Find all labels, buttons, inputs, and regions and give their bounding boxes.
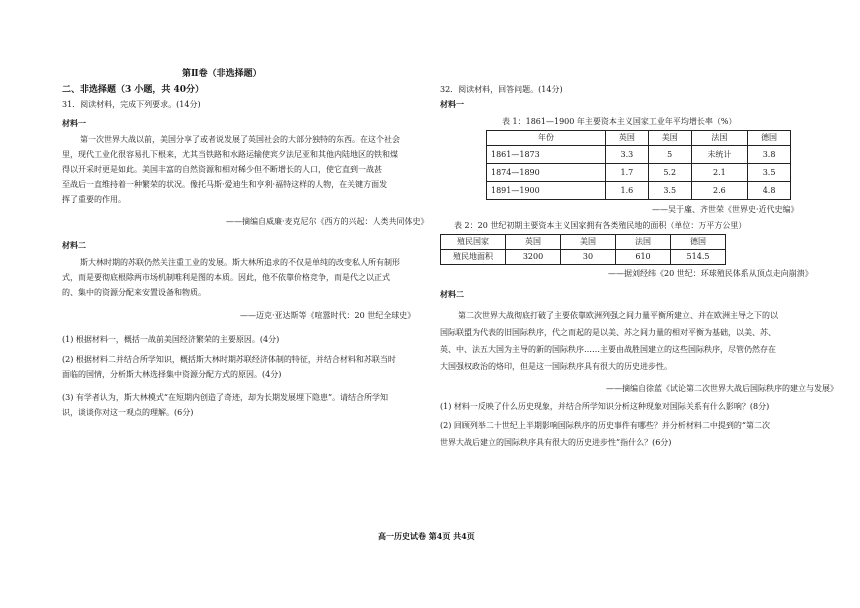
table-header-cell: 德国: [748, 131, 791, 146]
volume-title: 第Ⅱ卷（非选择题）: [182, 69, 262, 79]
table-cell: 3.5: [748, 164, 791, 182]
question-32-1: (1) 材料一反映了什么历史现象，并结合所学知识分析这种现象对国际关系有什么影响？(8分): [440, 402, 770, 411]
material-2-label: 材料二: [440, 289, 464, 299]
table-header-cell: 美国: [561, 235, 616, 250]
section-title: 二、非选择题（3 小题，共 40分）: [62, 85, 205, 95]
table-cell: 610: [616, 250, 671, 265]
table-row: [487, 164, 791, 182]
table-header-cell: 美国: [648, 131, 691, 146]
material-2-line: 英、中、法五大国为主导的新的国际秩序……主要由战胜国建立的这些国际秩序，尽管仍然存在: [440, 345, 776, 354]
table-row: [487, 146, 791, 164]
question-31-3-line: 识，谈谈你对这一观点的理解。(6分): [62, 408, 194, 417]
table-2-source: ——据刘经纬《20 世纪：环球殖民体系从顶点走向崩溃》: [608, 269, 813, 278]
table-cell: 3.3: [606, 146, 649, 164]
table-cell: 5.2: [648, 164, 691, 182]
material-1-label: 材料一: [440, 99, 464, 109]
table-cell: 3.5: [648, 182, 691, 200]
table-header-row: [441, 235, 726, 250]
table-row: [441, 250, 726, 265]
table-cell: 1874—1890: [487, 164, 606, 182]
question-32-intro: 32．阅读材料，回答问题。(14分): [440, 85, 563, 94]
material-2-source: ——迈克·亚达斯等《喧嚣时代：20 世纪全球史》: [240, 311, 416, 320]
material-2-line: 大国强权政治的烙印，但是这一国际秩序具有很大的历史进步性。: [440, 362, 672, 371]
table-cell: 1.7: [606, 164, 649, 182]
question-31-2-line: (2) 根据材料二并结合所学知识，概括斯大林时期苏联经济体制的特征，并结合材料和苏联当时: [62, 355, 396, 364]
table-header-row: [487, 131, 791, 146]
material-2-line: 的、集中的资源分配来安置设备和物质。: [62, 288, 206, 297]
material-1-line: 挥了重要的作用。: [62, 195, 126, 204]
material-1-label: 材料一: [62, 118, 86, 128]
question-32-2-line: 世界大战后建立的国际秩序具有很大的历史进步性”指什么？(6分): [440, 438, 672, 447]
table-cell: 1861—1873: [487, 146, 606, 164]
table-header-cell: 殖民国家: [441, 235, 506, 250]
table-cell: 1891—1900: [487, 182, 606, 200]
material-1-line: 里，现代工业化很容易扎下根来，尤其当铁路和水路运输使宾夕法尼亚和其他内陆地区的铁和煤: [62, 150, 398, 159]
table-cell: 1.6: [606, 182, 649, 200]
table-row: [487, 182, 791, 200]
question-31-1: (1) 根据材料一，概括一战前美国经济繁荣的主要原因。(4分): [62, 335, 280, 344]
table-1: [486, 130, 791, 200]
material-2-line: 国际联盟为代表的旧国际秩序，代之而起的是以美、苏之间力量的相对平衡为基础，以美、苏、: [440, 328, 776, 337]
material-2-label: 材料二: [62, 240, 86, 250]
table-1-title: 表 1：1861—1900 年主要资本主义国家工业年平均增长率（%）: [502, 117, 737, 126]
material-2-line: 式，而是要彻底根除两市场机制唯利是图的本质。因此，他不依靠价格竞争，而是代之以正式: [62, 273, 390, 282]
table-header-cell: 法国: [691, 131, 748, 146]
material-1-line: 得以开采时更是如此。美国丰富的自然资源和相对稀少但不断增长的人口，使它直到一战甚: [62, 165, 382, 174]
table-cell: 殖民地面积: [441, 250, 506, 265]
table-cell: 4.8: [748, 182, 791, 200]
question-31-2-line: 面临的国情，分析斯大林选择集中资源分配方式的原因。(4分): [62, 370, 282, 379]
material-2-line: 斯大林时期的苏联仍然关注重工业的发展。斯大林所追求的不仅是单纯的改变私人所有制形: [80, 258, 400, 267]
table-cell: 3200: [506, 250, 561, 265]
table-cell: 3.8: [748, 146, 791, 164]
material-1-line: 第一次世界大战以前，美国分享了或者说发展了英国社会的大部分独特的东西。在这个社会: [80, 135, 400, 144]
table-header-cell: 法国: [616, 235, 671, 250]
table-header-cell: 英国: [506, 235, 561, 250]
question-31-intro: 31．阅读材料，完成下列要求。(14分): [62, 100, 201, 109]
table-2-title: 表 2：20 世纪初期主要资本主义国家拥有各类殖民地的面积（单位：万平方公里）: [454, 221, 747, 230]
table-cell: 514.5: [671, 250, 726, 265]
table-header-cell: 德国: [671, 235, 726, 250]
table-2: [440, 234, 726, 265]
table-header-cell: 英国: [606, 131, 649, 146]
table-cell: 30: [561, 250, 616, 265]
table-cell: 未统计: [691, 146, 748, 164]
material-2-line: 第二次世界大战彻底打破了主要依靠欧洲列强之间力量平衡所建立、并在欧洲主导之下的以: [458, 311, 778, 320]
question-31-3-line: (3) 有学者认为，斯大林模式“在短期内创造了奇迹，却为长期发展埋下隐患”。请结合所学知: [62, 393, 389, 402]
table-header-cell: 年份: [487, 131, 606, 146]
table-1-source: ——吴于廑、齐世荣《世界史·近代史编》: [652, 205, 799, 214]
table-cell: 2.1: [691, 164, 748, 182]
material-1-line: 至战后一直维持着一种繁荣的状况。像托马斯·爱迪生和亨利·福特这样的人物，在关键方面发: [62, 180, 388, 189]
question-32-2-line: (2) 回顾列举二十世纪上半期影响国际秩序的历史事件有哪些？并分析材料二中提到的“第二次: [440, 421, 770, 430]
table-cell: 5: [648, 146, 691, 164]
material-2-source: ——摘编自徐蓝《试论第二次世界大战后国际秩序的建立与发展》: [606, 384, 838, 393]
material-1-source: ——摘编自威廉·麦克尼尔《西方的兴起：人类共同体史》: [226, 217, 429, 226]
table-cell: 2.6: [691, 182, 748, 200]
page-footer: 高一历史试卷 第4页 共4页: [378, 531, 475, 541]
